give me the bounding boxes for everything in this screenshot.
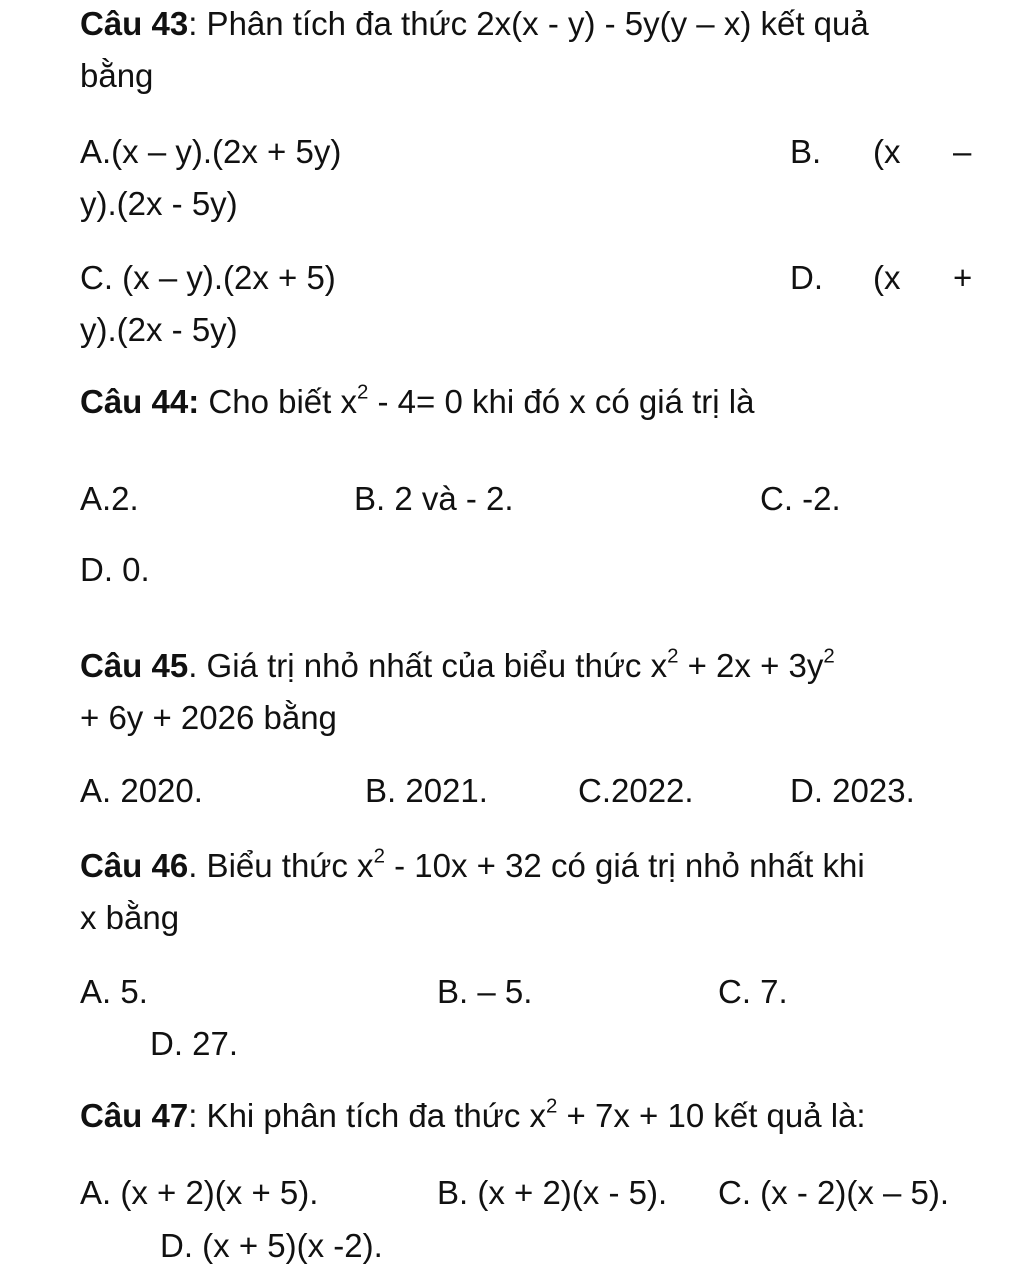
q47-option-d: D. (x + 5)(x -2).	[160, 1227, 383, 1264]
q46-option-b: B. – 5.	[437, 973, 533, 1010]
q46-option-d: D. 27.	[150, 1025, 239, 1062]
q46-exponent: 2	[373, 844, 385, 868]
q46-stem-pre: . Biểu thức x	[188, 847, 374, 884]
q47-number: Câu 47	[80, 1097, 189, 1134]
q44-option-c: C. -2.	[760, 480, 841, 517]
q46-stem-line2: x bằng	[80, 899, 180, 936]
q43-option-b-label: B.	[790, 133, 822, 170]
q44-option-d: D. 0.	[80, 551, 150, 588]
q45-exponent-1: 2	[667, 644, 679, 668]
q45-exponent-2: 2	[823, 644, 835, 668]
q43-option-d-plus: +	[953, 259, 973, 296]
q47-stem-pre: : Khi phân tích đa thức x	[188, 1097, 547, 1134]
q44-stem-pre: Cho biết	[199, 383, 341, 420]
q44-exponent: 2	[356, 380, 369, 404]
q43-stem-text: : Phân tích đa thức 2x(x - y) - 5y(y – x) kết quả	[188, 5, 869, 42]
q47-stem-post: + 7x + 10 kết quả là:	[557, 1097, 866, 1134]
q44-stem-var: x	[340, 383, 357, 420]
q46-option-c: C. 7.	[718, 973, 788, 1010]
q44-option-a: A.2.	[80, 480, 139, 517]
q45-stem-mid: + 2x + 3y	[678, 647, 824, 684]
q46-option-a: A. 5.	[80, 973, 148, 1010]
q47-option-a: A. (x + 2)(x + 5).	[80, 1174, 319, 1211]
q46-stem-post: - 10x + 32 có giá trị nhỏ nhất khi	[384, 847, 865, 884]
q47-option-b: B. (x + 2)(x - 5).	[437, 1174, 668, 1211]
q43-option-c: C. (x – y).(2x + 5)	[80, 259, 336, 296]
q47-stem	[80, 1096, 866, 1136]
q44-stem-post: - 4= 0 khi đó x có giá trị là	[368, 383, 755, 420]
q43-option-b-part: (x	[873, 133, 901, 170]
q45-stem-line2: + 6y + 2026 bằng	[80, 699, 337, 736]
q43-option-d-label: D.	[790, 259, 823, 296]
q43-number: Câu 43	[80, 5, 189, 42]
q46-stem-line1	[80, 846, 865, 886]
q43-stem-line2: bằng	[80, 57, 154, 94]
q44-number: Câu 44:	[80, 383, 200, 420]
q47-exponent: 2	[546, 1094, 558, 1118]
q45-option-b: B. 2021.	[365, 772, 488, 809]
q45-stem-pre: . Giá trị nhỏ nhất của biểu thức x	[188, 647, 668, 684]
q45-option-a: A. 2020.	[80, 772, 203, 809]
q43-option-d-part: (x	[873, 259, 901, 296]
q46-number: Câu 46	[80, 847, 189, 884]
q43-stem-line1	[80, 4, 869, 44]
q43-option-b-wrap: y).(2x - 5y)	[80, 185, 238, 222]
q45-number: Câu 45	[80, 647, 189, 684]
q45-stem-line1	[80, 646, 835, 686]
q45-option-d: D. 2023.	[790, 772, 915, 809]
q43-option-a: A.(x – y).(2x + 5y)	[80, 133, 342, 170]
q45-option-c: C.2022.	[578, 772, 694, 809]
q43-option-d-wrap: y).(2x - 5y)	[80, 311, 238, 348]
q43-option-b-dash: –	[953, 133, 972, 170]
q47-option-c: C. (x - 2)(x – 5).	[718, 1174, 950, 1211]
q44-stem	[80, 382, 754, 422]
q44-option-b: B. 2 và - 2.	[354, 480, 514, 517]
